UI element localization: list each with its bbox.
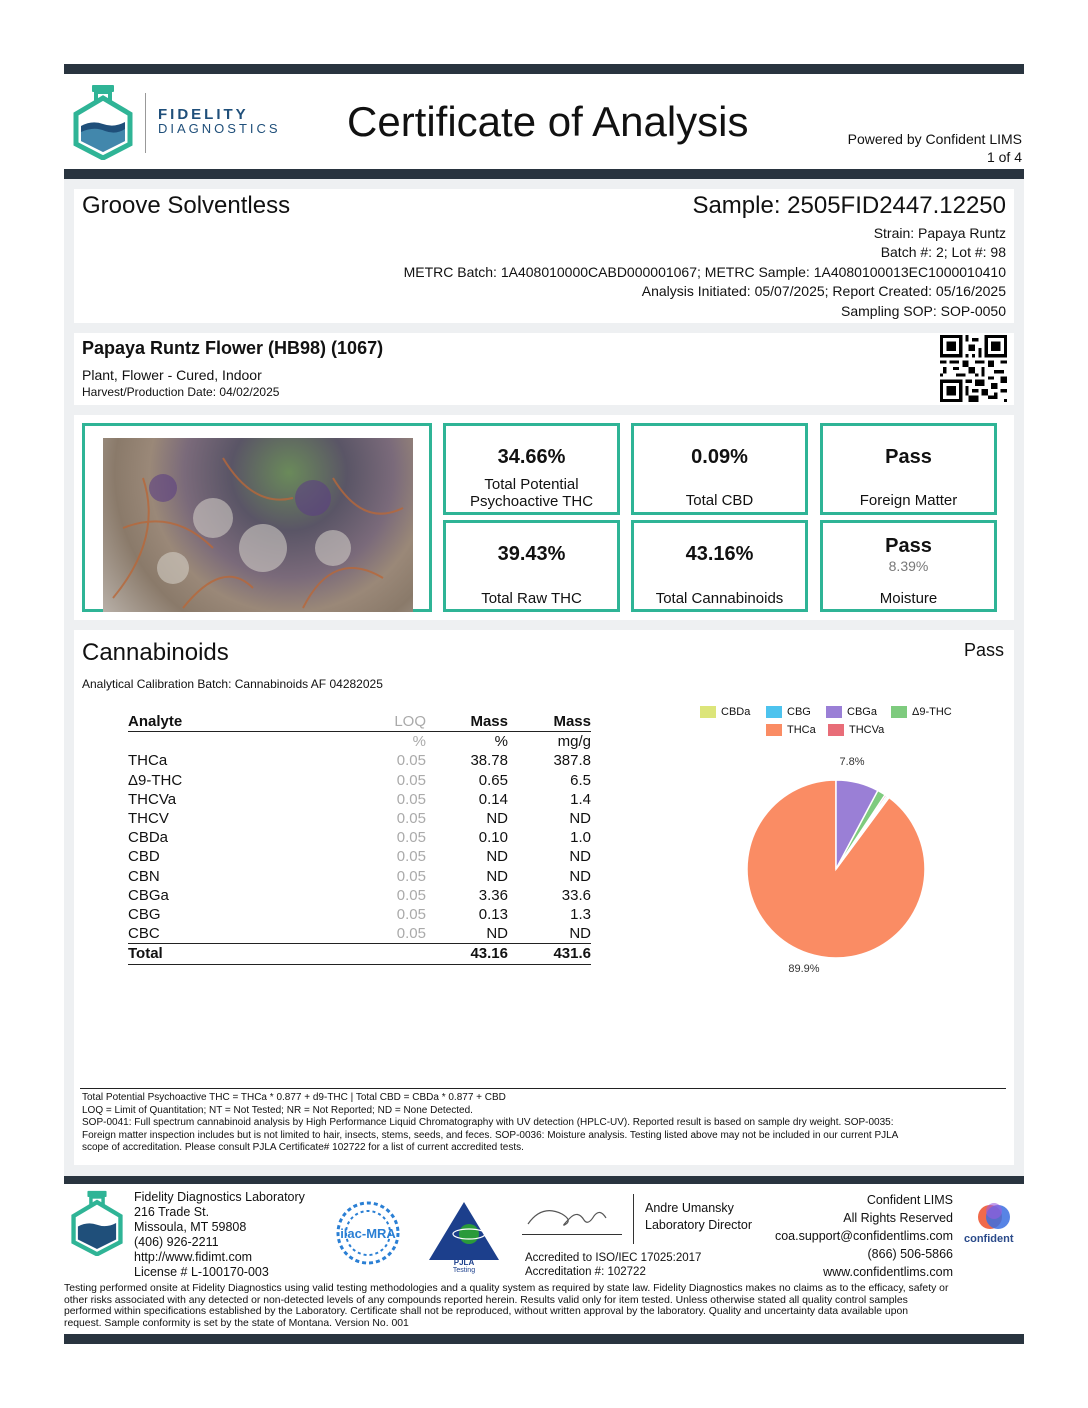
legend-label: CBG bbox=[787, 706, 811, 718]
moisture-percent: 8.39% bbox=[888, 558, 929, 574]
page-number: 1 of 4 bbox=[986, 149, 1022, 165]
disclaimer-line: other risks associated with any detected or non-detected levels of any compounds reported herein. Results valid only for item tested. Unless otherwise stated all quality control samples bbox=[64, 1294, 908, 1306]
fidelity-flask-logo bbox=[72, 84, 134, 160]
lab-city: Missoula, MT 59808 bbox=[134, 1220, 247, 1234]
total-cell: 431.6 bbox=[508, 944, 591, 964]
moisture-value: Pass bbox=[885, 535, 932, 557]
sample-id: Sample: 2505FID2447.12250 bbox=[692, 192, 1006, 219]
units-cell bbox=[128, 732, 278, 752]
analyte-cell: CBC bbox=[128, 925, 160, 943]
disclaimer-line: performed within specifications established by the Laboratory. Certificate shall not be reproduced, without written approval by the laboratory. Quality and uncertainty data available upon bbox=[64, 1306, 909, 1317]
analyte-cell: CBG bbox=[128, 906, 161, 924]
legend-label: CBGa bbox=[847, 706, 877, 718]
sample-photo-frame bbox=[82, 423, 432, 612]
confident-logo bbox=[966, 1201, 1026, 1251]
mass-pct-cell: ND bbox=[486, 925, 508, 943]
table-row bbox=[128, 790, 591, 809]
total-cbd-label: Total CBD bbox=[685, 492, 754, 509]
note-line: LOQ = Limit of Quantitation; NT = Not Tested; NR = Not Reported; ND = None Detected. bbox=[82, 1104, 473, 1116]
footer-top-bar bbox=[64, 1176, 1024, 1184]
mass-pct-cell: 0.14 bbox=[478, 790, 508, 808]
client-name: Groove Solventless bbox=[82, 192, 291, 219]
lab-website[interactable]: http://www.fidimt.com bbox=[134, 1250, 253, 1264]
mass-mg-cell: 33.6 bbox=[561, 886, 591, 904]
mass-mg-cell: 1.4 bbox=[570, 790, 591, 808]
note-line: Foreign matter inspection includes but is not limited to hair, insects, stems, seeds, and feces. SOP-0036: Moisture analysis. Testing listed above may not be included in our current PJLA bbox=[82, 1129, 899, 1141]
analyte-cell: CBGa bbox=[128, 886, 169, 904]
summary-box bbox=[74, 415, 1014, 620]
client-box bbox=[74, 189, 1014, 323]
total-thc-card bbox=[443, 423, 620, 515]
accreditation-number: Accreditation #: 102722 bbox=[525, 1266, 646, 1278]
disclaimer-line: Testing performed onsite at Fidelity Diagnostics using valid testing methodologies and a quality system as required by state law. Fidelity Diagnostics makes no claims as to the efficacy, safety or bbox=[64, 1283, 949, 1294]
product-name: Papaya Runtz Flower (HB98) (1067) bbox=[82, 338, 384, 358]
legend-swatch bbox=[828, 724, 844, 736]
logo-sub: DIAGNOSTICS bbox=[158, 121, 281, 136]
total-cbd-card bbox=[631, 423, 808, 515]
legend-label: THCVa bbox=[849, 724, 885, 736]
analyte-cell: THCa bbox=[128, 752, 168, 770]
total-row bbox=[128, 944, 591, 964]
logo-divider bbox=[145, 93, 146, 153]
disclaimer bbox=[64, 1283, 1024, 1329]
total-cannabinoids-value: 43.16% bbox=[685, 543, 754, 565]
loq-cell: 0.05 bbox=[396, 886, 426, 904]
total-cell: Total bbox=[128, 944, 278, 964]
analyte-cell: THCVa bbox=[128, 790, 177, 808]
total-thc-value: 34.66% bbox=[497, 446, 566, 468]
sample-photo bbox=[103, 438, 413, 612]
analyte-header: Analyte bbox=[128, 712, 278, 732]
total-raw-thc-card bbox=[443, 520, 620, 612]
mass-pct-cell: 38.78 bbox=[470, 752, 508, 770]
legend-label: Δ9-THC bbox=[912, 706, 952, 718]
fidelity-footer-logo bbox=[70, 1190, 124, 1256]
pie-label-thca: 89.9% bbox=[788, 963, 820, 975]
foreign-matter-value: Pass bbox=[885, 446, 932, 468]
pjla-sub: Testing bbox=[452, 1267, 476, 1274]
total-raw-thc-value: 39.43% bbox=[497, 543, 566, 565]
qr-code[interactable] bbox=[940, 335, 1007, 402]
table-row bbox=[128, 771, 591, 790]
total-cbd-value: 0.09% bbox=[691, 446, 748, 468]
lab-street: 216 Trade St. bbox=[134, 1205, 210, 1219]
mass-mg-cell: 387.8 bbox=[553, 752, 591, 770]
legend-label: THCa bbox=[787, 724, 816, 736]
foreign-matter-label: Foreign Matter bbox=[859, 492, 958, 509]
disclaimer-line: request. Sample conformity is set by the state of Montana. Version No. 001 bbox=[64, 1317, 409, 1329]
legend-item bbox=[828, 724, 884, 736]
confident-contact bbox=[775, 1191, 953, 1281]
table-row bbox=[128, 905, 591, 924]
legend-swatch bbox=[766, 706, 782, 718]
ilac-mra-logo bbox=[328, 1200, 408, 1266]
pie-label-cbga: 7.8% bbox=[839, 756, 865, 768]
moisture-card bbox=[820, 520, 997, 612]
legend-swatch bbox=[700, 706, 716, 718]
harvest-date: Harvest/Production Date: 04/02/2025 bbox=[82, 385, 280, 399]
metrc-line: METRC Batch: 1A408010000CABD000001067; METRC Sample: 1A4080100013EC1000010410 bbox=[403, 263, 1006, 280]
cannabinoids-table bbox=[128, 712, 591, 965]
signature-divider bbox=[633, 1194, 634, 1244]
total-cell bbox=[278, 944, 426, 964]
batch-line: Batch #: 2; Lot #: 98 bbox=[880, 244, 1006, 261]
loq-header: LOQ bbox=[278, 712, 426, 732]
mass-pct-header: Mass bbox=[426, 712, 508, 732]
loq-cell: 0.05 bbox=[396, 906, 426, 924]
product-type: Plant, Flower - Cured, Indoor bbox=[82, 367, 262, 383]
table-row bbox=[128, 751, 591, 770]
analyte-cell: CBDa bbox=[128, 829, 169, 847]
cannabinoids-status: Pass bbox=[963, 640, 1004, 660]
table-row bbox=[128, 886, 591, 905]
analyte-cell: CBD bbox=[128, 848, 160, 866]
total-cell: 43.16 bbox=[426, 944, 508, 964]
notes-divider bbox=[80, 1088, 1006, 1089]
total-thc-label-1: Total Potential bbox=[484, 476, 579, 493]
director-title: Laboratory Director bbox=[645, 1218, 752, 1232]
legend-item bbox=[826, 706, 877, 718]
total-cannabinoids-card bbox=[631, 520, 808, 612]
confident-rights: All Rights Reserved bbox=[843, 1211, 953, 1225]
loq-cell: 0.05 bbox=[396, 867, 426, 885]
legend-item bbox=[891, 706, 952, 718]
total-raw-thc-label: Total Raw THC bbox=[481, 590, 582, 607]
mass-mg-cell: ND bbox=[569, 867, 591, 885]
cannabinoid-pie-chart bbox=[700, 750, 1000, 980]
legend-item bbox=[700, 706, 750, 718]
mass-mg-cell: 1.3 bbox=[570, 906, 591, 924]
legend-swatch bbox=[766, 724, 782, 736]
pjla-logo bbox=[425, 1198, 503, 1276]
note-line: Total Potential Psychoactive THC = THCa * 0.877 + d9-THC | Total CBD = CBDa * 0.877 + CBD bbox=[82, 1092, 506, 1103]
table-row bbox=[128, 847, 591, 866]
mass-pct-cell: 0.10 bbox=[478, 829, 508, 847]
confident-email[interactable]: coa.support@confidentlims.com bbox=[774, 1229, 953, 1243]
calibration-batch: Analytical Calibration Batch: Cannabinoids AF 04282025 bbox=[82, 677, 383, 691]
mass-pct-cell: ND bbox=[486, 867, 508, 885]
table-row bbox=[128, 828, 591, 847]
table-row bbox=[128, 809, 591, 828]
mass-pct-cell: ND bbox=[486, 810, 508, 828]
method-notes bbox=[82, 1092, 1008, 1155]
units-row bbox=[128, 732, 591, 752]
mass-mg-cell: ND bbox=[569, 810, 591, 828]
director-signature bbox=[522, 1198, 622, 1234]
mass-mg-cell: ND bbox=[569, 925, 591, 943]
mass-mg-cell: ND bbox=[569, 848, 591, 866]
foreign-matter-card bbox=[820, 423, 997, 515]
powered-by: Powered by Confident LIMS bbox=[847, 131, 1022, 147]
lab-address bbox=[134, 1190, 305, 1280]
legend-item bbox=[766, 706, 811, 718]
mass-mg-cell: 6.5 bbox=[570, 771, 591, 789]
loq-cell: 0.05 bbox=[396, 771, 426, 789]
analysis-dates-line: Analysis Initiated: 05/07/2025; Report Created: 05/16/2025 bbox=[641, 283, 1006, 300]
note-line: scope of accreditation. Please consult PJLA Certificate# 102722 for a list of current accredited tests. bbox=[82, 1142, 524, 1153]
signature-line bbox=[522, 1234, 622, 1235]
pjla-text: PJLA bbox=[453, 1258, 475, 1267]
units-cell: % bbox=[494, 733, 508, 751]
bottom-bar bbox=[64, 1334, 1024, 1344]
mass-pct-cell: 0.13 bbox=[478, 906, 508, 924]
analyte-cell: CBN bbox=[128, 867, 160, 885]
product-box bbox=[74, 333, 1014, 405]
confident-website[interactable]: www.confidentlims.com bbox=[823, 1265, 953, 1279]
cannabinoids-title: Cannabinoids bbox=[82, 639, 229, 666]
moisture-label: Moisture bbox=[879, 590, 938, 607]
mass-pct-cell: 0.65 bbox=[478, 771, 508, 789]
total-cannabinoids-label: Total Cannabinoids bbox=[655, 590, 784, 607]
page-title: Certificate of Analysis bbox=[347, 98, 749, 145]
logo-name: FIDELITY bbox=[158, 106, 249, 123]
legend-item bbox=[766, 724, 816, 736]
mass-pct-cell: ND bbox=[486, 848, 508, 866]
mass-mg-header: Mass bbox=[508, 712, 591, 732]
loq-cell: 0.05 bbox=[396, 925, 426, 943]
total-thc-label-2: Psychoactive THC bbox=[469, 493, 594, 510]
lab-phone: (406) 926-2211 bbox=[134, 1235, 219, 1249]
client-details bbox=[404, 224, 1006, 321]
loq-cell: 0.05 bbox=[396, 829, 426, 847]
units-cell: mg/g bbox=[557, 733, 591, 751]
table-header-row bbox=[128, 712, 591, 732]
confident-phone: (866) 506-5866 bbox=[867, 1247, 953, 1261]
loq-cell: 0.05 bbox=[396, 848, 426, 866]
director-name: Andre Umansky bbox=[645, 1201, 734, 1215]
analyte-cell: Δ9-THC bbox=[128, 771, 183, 789]
strain-line: Strain: Papaya Runtz bbox=[873, 225, 1006, 241]
mass-pct-cell: 3.36 bbox=[478, 886, 508, 904]
legend-label: CBDa bbox=[721, 706, 751, 718]
chart-legend bbox=[700, 706, 1000, 746]
note-line: SOP-0041: Full spectrum cannabinoid analysis by High Performance Liquid Chromatography with UV detection (HPLC-UV). Reported result is based on sample dry weight. SOP-0035: bbox=[82, 1117, 894, 1128]
loq-cell: 0.05 bbox=[396, 790, 426, 808]
confident-logo-text: confident bbox=[964, 1233, 1014, 1245]
analyte-cell: THCV bbox=[128, 810, 169, 828]
loq-cell: 0.05 bbox=[396, 752, 426, 770]
lab-name: Fidelity Diagnostics Laboratory bbox=[134, 1190, 305, 1204]
header-bar bbox=[64, 169, 1024, 179]
sampling-sop-line: Sampling SOP: SOP-0050 bbox=[841, 302, 1006, 319]
legend-swatch bbox=[826, 706, 842, 718]
legend-swatch bbox=[891, 706, 907, 718]
table-row bbox=[128, 924, 591, 944]
ilac-text: ilac-MRA bbox=[340, 1226, 396, 1241]
units-cell: % bbox=[412, 733, 426, 751]
lab-license: License # L-100170-003 bbox=[134, 1265, 269, 1279]
mass-mg-cell: 1.0 bbox=[570, 829, 591, 847]
loq-cell: 0.05 bbox=[396, 810, 426, 828]
confident-name: Confident LIMS bbox=[866, 1193, 953, 1207]
iso-accreditation: Accredited to ISO/IEC 17025:2017 bbox=[525, 1252, 702, 1264]
top-bar bbox=[64, 64, 1024, 74]
table-row bbox=[128, 867, 591, 886]
